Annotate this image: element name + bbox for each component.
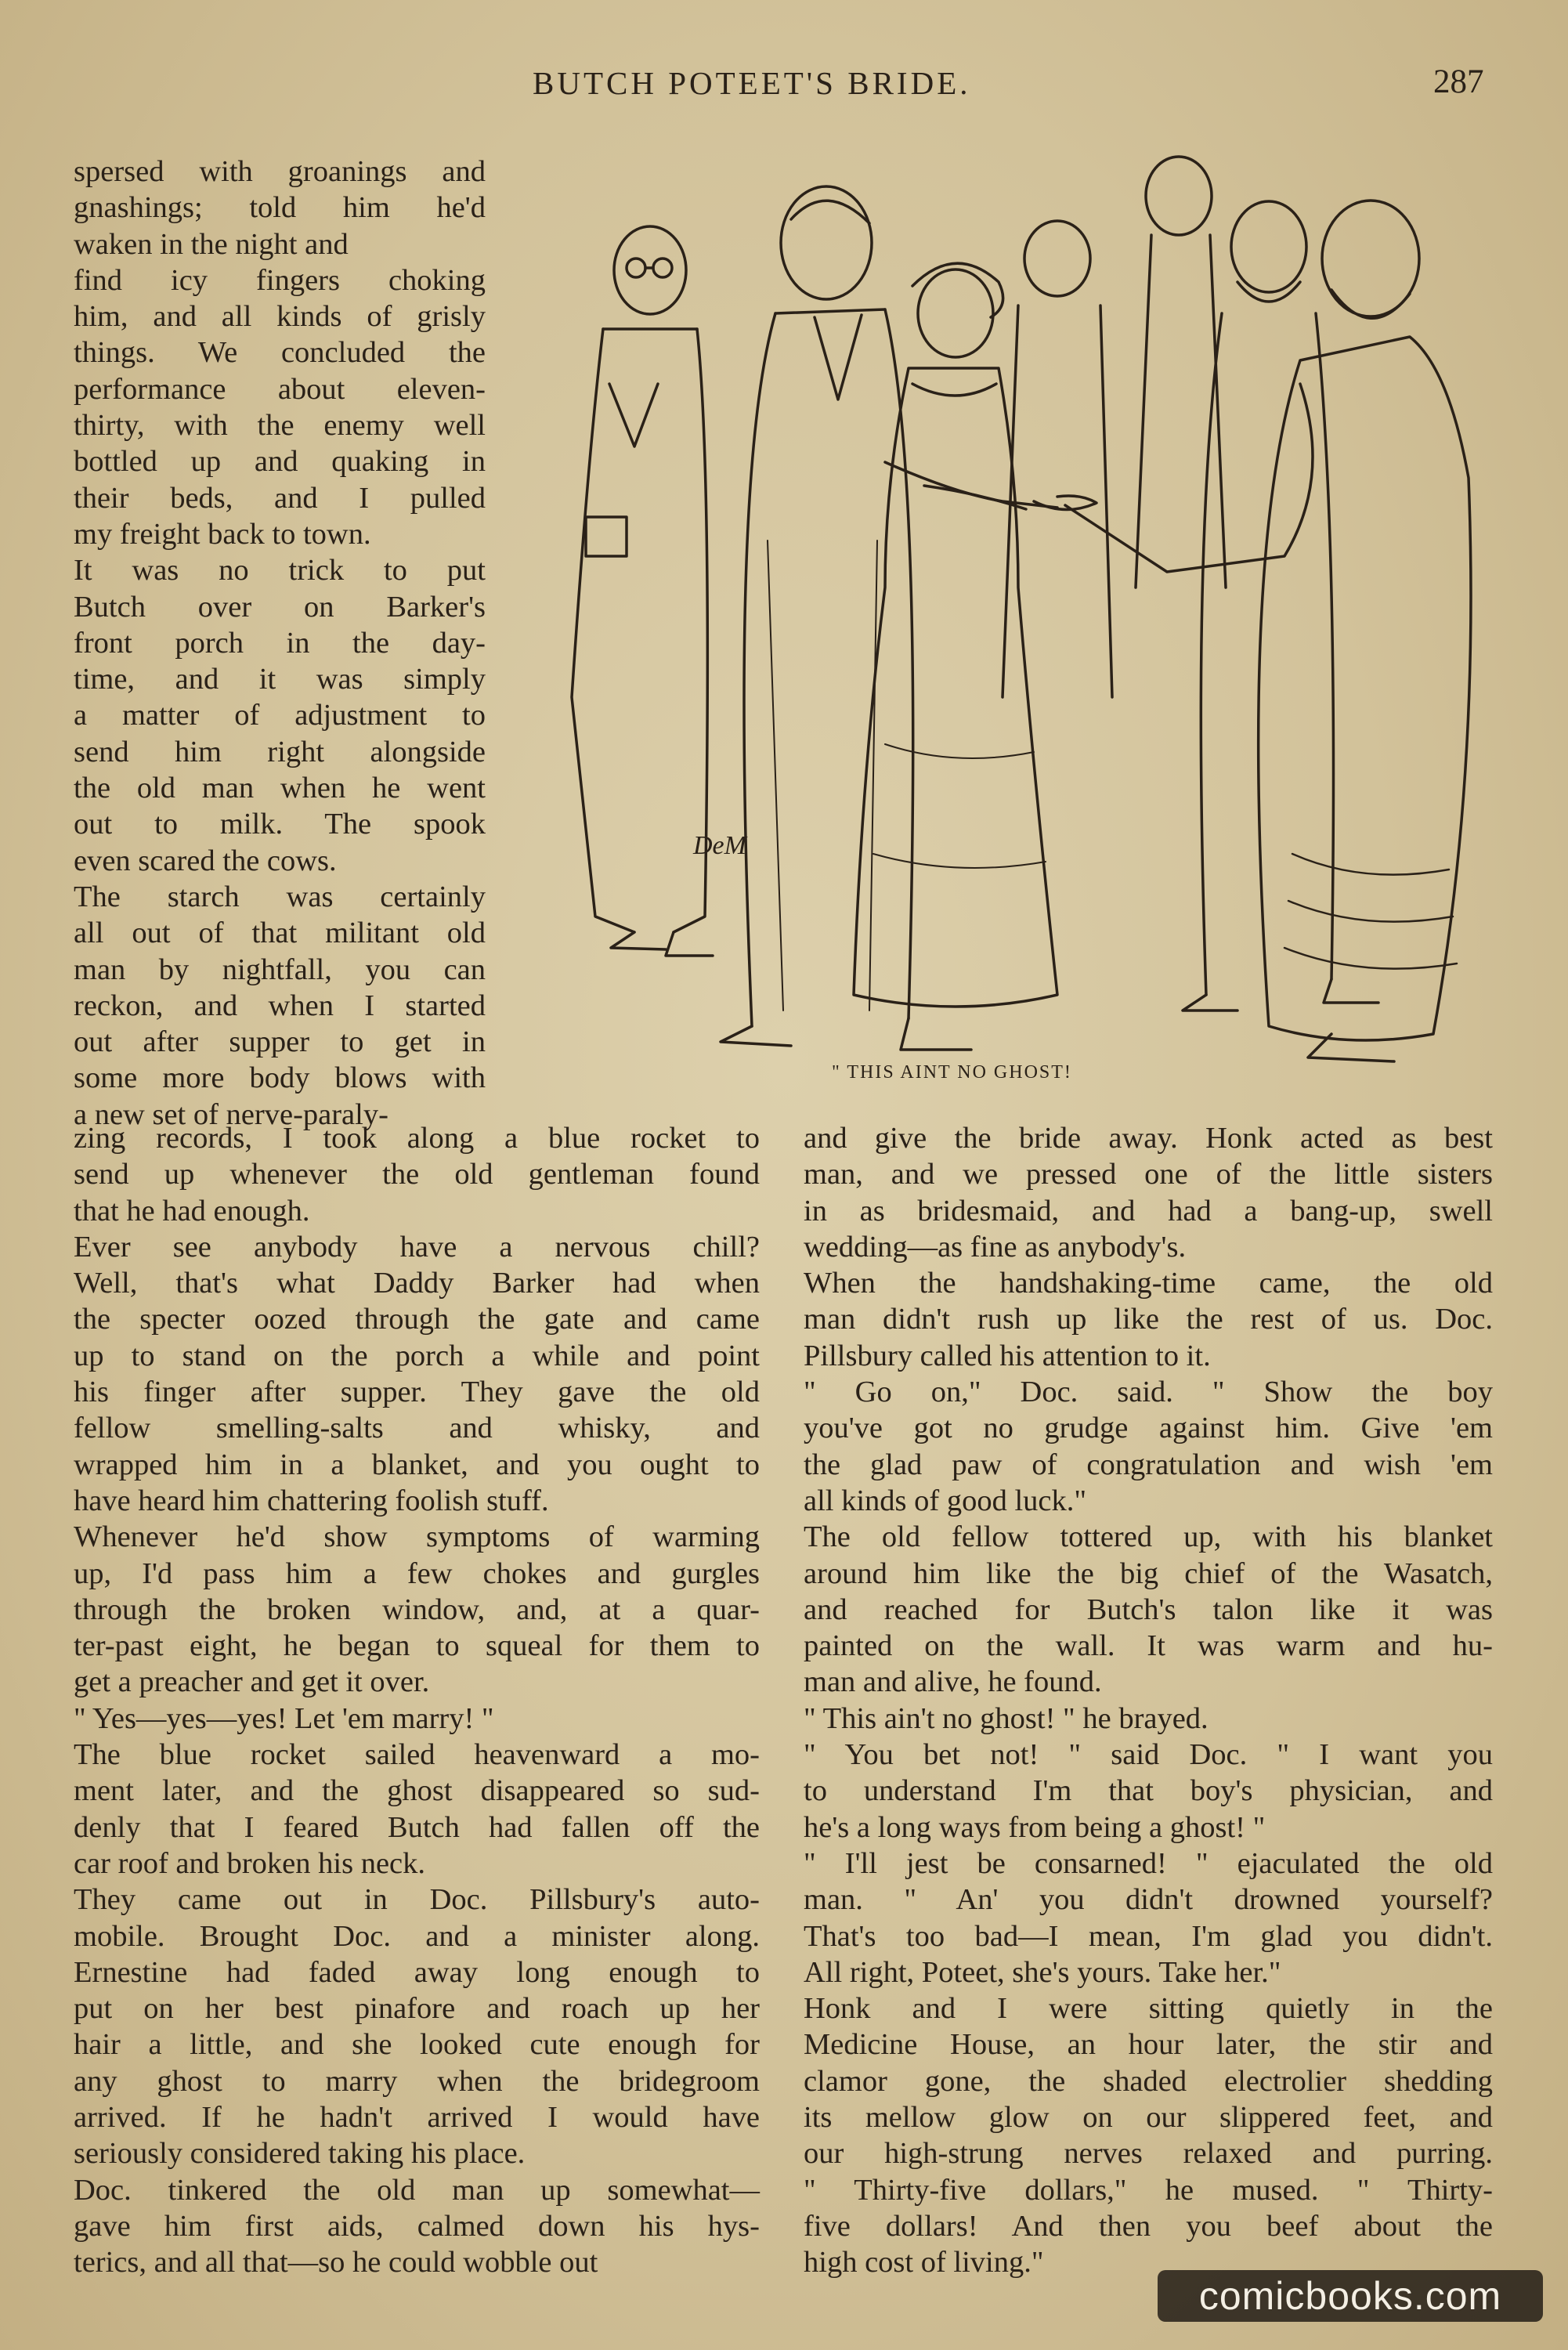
- text-line: five dollars! And then you beef about the: [804, 2209, 1493, 2243]
- text-line: time, and it was simply: [74, 663, 486, 696]
- text-line: front porch in the day-: [74, 626, 486, 660]
- text-line: man. " An' you didn't drowned yourself?: [804, 1883, 1493, 1917]
- text-line: reckon, and when I started: [74, 989, 486, 1022]
- text-line: find icy fingers choking: [74, 263, 486, 297]
- text-line: and give the bride away. Honk acted as best: [804, 1122, 1493, 1155]
- text-line: Honk and I were sitting quietly in the: [804, 1992, 1493, 2026]
- text-line: he's a long ways from being a ghost! ": [804, 1810, 1266, 1844]
- text-line: " Yes—yes—yes! Let 'em marry! ": [74, 1701, 494, 1735]
- wedding-illustration-icon: [517, 149, 1488, 1073]
- text-line: They came out in Doc. Pillsbury's auto-: [74, 1883, 760, 1917]
- text-line: send up whenever the old gentleman found: [74, 1158, 760, 1191]
- text-line: Butch over on Barker's: [74, 590, 486, 624]
- text-line: mobile. Brought Doc. and a minister along.: [74, 1919, 760, 1953]
- text-line: ter-past eight, he began to squeal for them to: [74, 1629, 760, 1663]
- text-line: seriously considered taking his place.: [74, 2137, 526, 2171]
- text-line: waken in the night and: [74, 227, 349, 261]
- text-line: bottled up and quaking in: [74, 445, 486, 479]
- text-line: Doc. tinkered the old man up somewhat—: [74, 2173, 760, 2207]
- text-line: terics, and all that—so he could wobble out: [74, 2246, 598, 2280]
- text-line: The blue rocket sailed heavenward a mo-: [74, 1738, 760, 1772]
- text-line: get a preacher and get it over.: [74, 1665, 430, 1699]
- text-line: car roof and broken his neck.: [74, 1846, 425, 1880]
- text-line: that he had enough.: [74, 1194, 310, 1227]
- illustration: [517, 149, 1488, 1073]
- text-line: even scared the cows.: [74, 844, 337, 877]
- text-line: wrapped him in a blanket, and you ought to: [74, 1448, 760, 1481]
- text-line: fellow smelling-salts and whisky, and: [74, 1412, 760, 1445]
- text-line: arrived. If he hadn't arrived I would have: [74, 2101, 760, 2135]
- text-line: It was no trick to put: [74, 554, 486, 588]
- page-number: 287: [1433, 63, 1484, 100]
- text-line: the old man when he went: [74, 772, 486, 805]
- artist-signature: DeM: [693, 831, 746, 860]
- text-line: things. We concluded the: [74, 336, 486, 370]
- text-line: around him like the big chief of the Wasatch,: [804, 1556, 1493, 1590]
- text-line: have heard him chattering foolish stuff.: [74, 1484, 549, 1517]
- text-line: the glad paw of congratulation and wish 'em: [804, 1448, 1493, 1481]
- text-line: Ernestine had faded away long enough to: [74, 1955, 760, 1989]
- text-line: " Go on," Doc. said. " Show the boy: [804, 1376, 1493, 1409]
- text-line: gave him first aids, calmed down his hys-: [74, 2209, 760, 2243]
- text-line: all out of that militant old: [74, 916, 486, 950]
- text-line: denly that I feared Butch had fallen off the: [74, 1810, 760, 1844]
- text-line: ment later, and the ghost disappeared so sud-: [74, 1774, 760, 1808]
- text-line: man by nightfall, you can: [74, 953, 486, 986]
- text-line: " Thirty-five dollars," he mused. " Thirty-: [804, 2173, 1493, 2207]
- text-line: high cost of living.": [804, 2246, 1044, 2280]
- text-line: up to stand on the porch a while and point: [74, 1339, 760, 1372]
- text-line: Whenever he'd show symptoms of warming: [74, 1520, 760, 1554]
- text-line: the specter oozed through the gate and came: [74, 1303, 760, 1336]
- text-line: All right, Poteet, she's yours. Take her.": [804, 1955, 1281, 1989]
- text-column-left: [74, 1120, 760, 2281]
- figure-caption: " THIS AINT NO GHOST!: [832, 1062, 1072, 1083]
- text-line: painted on the wall. It was warm and hu-: [804, 1629, 1493, 1663]
- text-line: Ever see anybody have a nervous chill?: [74, 1230, 760, 1264]
- text-line: a matter of adjustment to: [74, 699, 486, 732]
- text-line: and reached for Butch's talon like it was: [804, 1593, 1493, 1626]
- text-line: That's too bad—I mean, I'm glad you didn't.: [804, 1919, 1493, 1953]
- text-line: man, and we pressed one of the little sisters: [804, 1158, 1493, 1191]
- text-line: performance about eleven-: [74, 372, 486, 406]
- text-line: When the handshaking-time came, the old: [804, 1267, 1493, 1300]
- text-line: their beds, and I pulled: [74, 481, 486, 515]
- text-line: man didn't rush up like the rest of us. Doc.: [804, 1303, 1493, 1336]
- text-line: spersed with groanings and: [74, 155, 486, 188]
- text-line: " This ain't no ghost! " he brayed.: [804, 1701, 1209, 1735]
- text-column-right: [804, 1120, 1493, 2281]
- text-line: zing records, I took along a blue rocket to: [74, 1122, 760, 1155]
- watermark: comicbooks.com: [1158, 2270, 1543, 2322]
- text-line: in as bridesmaid, and had a bang-up, swell: [804, 1194, 1493, 1227]
- text-line: a new set of nerve-paraly-: [74, 1097, 388, 1131]
- text-line: hair a little, and she looked cute enough for: [74, 2028, 760, 2062]
- text-line: through the broken window, and, at a quar-: [74, 1593, 760, 1626]
- text-line: some more body blows with: [74, 1061, 486, 1095]
- text-line: " I'll jest be consarned! " ejaculated the old: [804, 1846, 1493, 1880]
- text-line: its mellow glow on our slippered feet, and: [804, 2101, 1493, 2135]
- text-line: Well, that's what Daddy Barker had when: [74, 1267, 760, 1300]
- text-column-top: [74, 154, 486, 1133]
- text-line: The old fellow tottered up, with his blanket: [804, 1520, 1493, 1554]
- text-line: " You bet not! " said Doc. " I want you: [804, 1738, 1493, 1772]
- text-line: Pillsbury called his attention to it.: [804, 1339, 1211, 1372]
- text-line: The starch was certainly: [74, 880, 486, 913]
- text-line: clamor gone, the shaded electrolier shedding: [804, 2064, 1493, 2098]
- text-line: his finger after supper. They gave the old: [74, 1376, 760, 1409]
- text-line: him, and all kinds of grisly: [74, 300, 486, 334]
- text-line: our high-strung nerves relaxed and purring.: [804, 2137, 1493, 2171]
- running-title: BUTCH POTEET'S BRIDE.: [533, 65, 971, 101]
- text-line: up, I'd pass him a few chokes and gurgles: [74, 1556, 760, 1590]
- page-header: [0, 64, 1568, 111]
- text-line: any ghost to marry when the bridegroom: [74, 2064, 760, 2098]
- text-line: man and alive, he found.: [804, 1665, 1102, 1699]
- text-line: Medicine House, an hour later, the stir and: [804, 2028, 1493, 2062]
- text-line: my freight back to town.: [74, 517, 371, 551]
- text-line: to understand I'm that boy's physician, and: [804, 1774, 1493, 1808]
- text-line: out after supper to get in: [74, 1025, 486, 1059]
- text-line: out to milk. The spook: [74, 808, 486, 841]
- text-line: all kinds of good luck.": [804, 1484, 1087, 1517]
- text-line: send him right alongside: [74, 735, 486, 768]
- text-line: wedding—as fine as anybody's.: [804, 1230, 1187, 1264]
- text-line: gnashings; told him he'd: [74, 191, 486, 225]
- text-line: you've got no grudge against him. Give 'em: [804, 1412, 1493, 1445]
- text-line: thirty, with the enemy well: [74, 409, 486, 443]
- text-line: put on her best pinafore and roach up her: [74, 1992, 760, 2026]
